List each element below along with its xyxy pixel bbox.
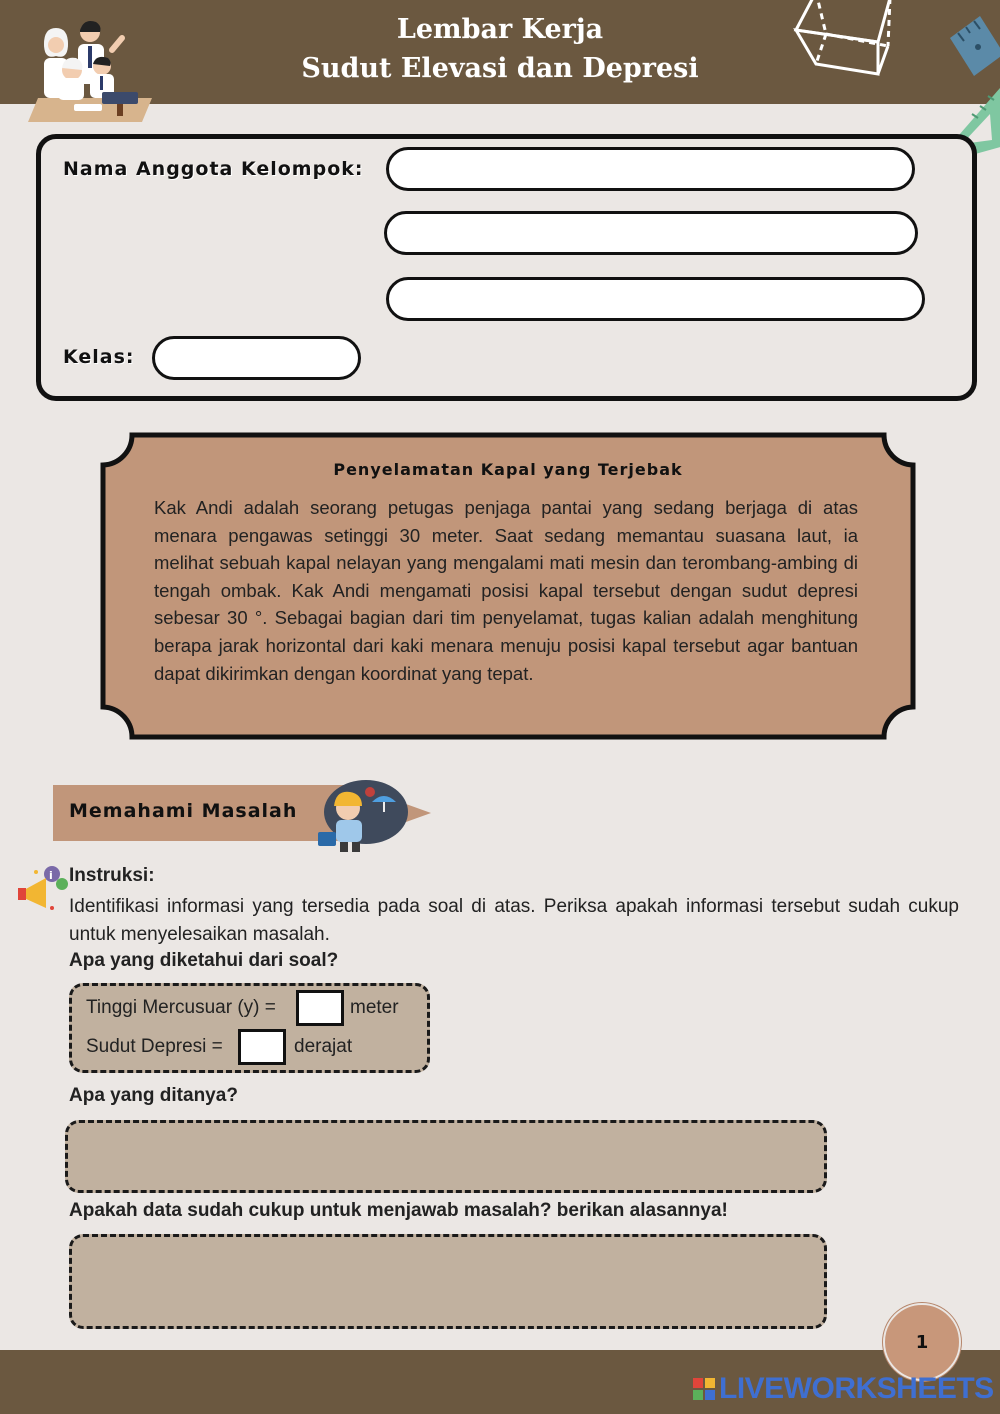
known-question: Apa yang diketahui dari soal? [69, 950, 339, 971]
asked-question: Apa yang ditanya? [69, 1085, 238, 1106]
cube-wireframe-icon [792, 0, 898, 80]
ruler-icon [944, 14, 1000, 90]
liveworksheets-brand[interactable] [693, 1372, 994, 1406]
sufficiency-question: Apakah data sudah cukup untuk menjawab masalah? berikan alasannya! [69, 1200, 728, 1221]
students-illustration-icon [14, 16, 156, 124]
angle-unit: derajat [294, 1036, 353, 1057]
page-number-badge [883, 1303, 961, 1381]
member-name-input-1[interactable] [386, 147, 915, 191]
worker-mascot-icon [314, 778, 410, 856]
height-unit: meter [350, 997, 399, 1018]
page-number: 1 [915, 1331, 929, 1353]
height-label: Tinggi Mercusuar (y) = [86, 997, 276, 1018]
sufficiency-answer-input[interactable] [69, 1234, 827, 1329]
megaphone-info-icon [16, 864, 72, 914]
members-label: Nama Anggota Kelompok: [63, 158, 364, 180]
instruction-heading: Instruksi: [69, 865, 155, 886]
story-text: Kak Andi adalah seorang petugas penjaga pantai yang sedang berjaga di atas menara pengawas setinggi 30 meter. Saat sedang memantau suasana laut, ia melihat sebuah kapal nelayan yang mengalami mati mesin dan terombang-ambing di tengah ombak. Kak Andi mengamati posisi kapal tersebut dengan sudut depresi sebesar 30 °. Sebagai bagian dari tim penyelamat, tugas kalian adalah menghitung berapa jarak horizontal dari kaki menara menuju posisi kapal tersebut agar bantuan dapat dikirimkan dengan koordinat yang tepat. [154, 497, 858, 684]
liveworksheets-logo-icon [693, 1378, 715, 1400]
height-input[interactable] [296, 990, 344, 1026]
story-title: Penyelamatan Kapal yang Terjebak [333, 460, 683, 479]
brand-name: LIVEWORKSHEETS [719, 1372, 994, 1405]
instruction-text: Identifikasi informasi yang tersedia pada soal di atas. Periksa apakah informasi tersebut sudah cukup untuk menyelesaikan masalah. [69, 896, 959, 945]
member-name-input-3[interactable] [386, 277, 925, 321]
member-name-input-2[interactable] [384, 211, 918, 255]
section-title: Memahami Masalah [69, 800, 298, 822]
svg-text:i: i [49, 869, 53, 882]
angle-label: Sudut Depresi = [86, 1036, 223, 1057]
asked-answer-input[interactable] [65, 1120, 827, 1193]
page-title-line-1: Lembar Kerja [396, 14, 604, 45]
class-label: Kelas: [63, 346, 135, 368]
class-input[interactable] [152, 336, 361, 380]
page-title-line-2: Sudut Elevasi dan Depresi [301, 53, 699, 84]
angle-input[interactable] [238, 1029, 286, 1065]
